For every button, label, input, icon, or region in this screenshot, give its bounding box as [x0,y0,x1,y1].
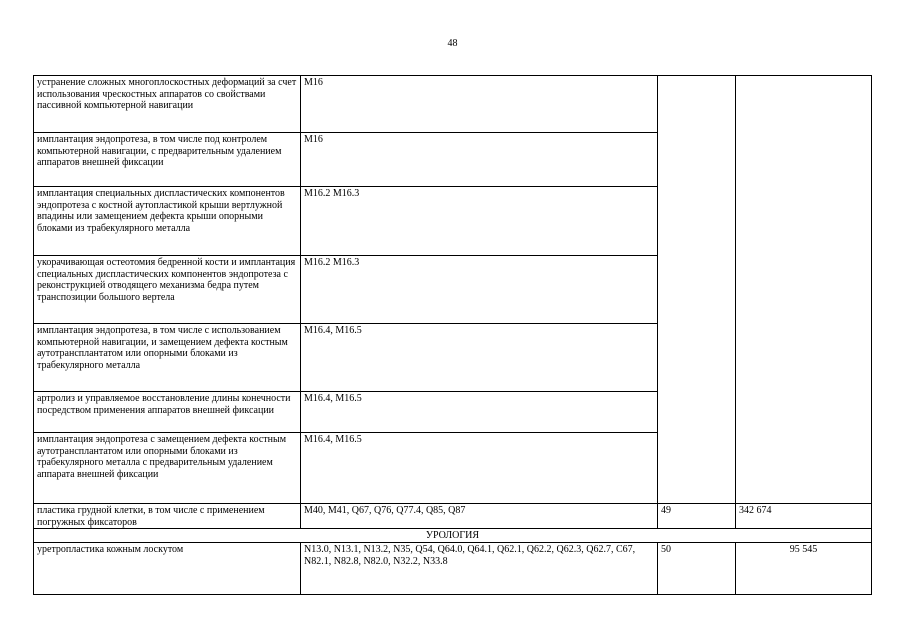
cost-cell [736,76,872,504]
diagnosis-codes: M16.4, M16.5 [301,433,658,504]
diagnosis-codes: M16.4, M16.5 [301,392,658,433]
diagnosis-codes: M16 [301,76,658,133]
section-title: УРОЛОГИЯ [34,529,872,543]
procedure-description: имплантация эндопротеза, в том числе под контролем компьютерной навигации, с предварительным удалением аппаратов внешней фиксации [34,133,301,187]
table-row [34,504,872,529]
table-row [34,543,872,595]
diagnosis-codes: M16.4, M16.5 [301,324,658,392]
procedure-description: укорачивающая остеотомия бедренной кости и имплантация специальных диспластических компонентов эндопротеза с реконструкцией отводящего механизма бедра путем транспозиции большого вертела [34,256,301,324]
diagnosis-codes: N13.0, N13.1, N13.2, N35, Q54, Q64.0, Q64.1, Q62.1, Q62.2, Q62.3, Q62.7, C67, N82.1, N82.8, N82.0, N32.2, N33.8 [301,543,658,595]
diagnosis-codes: M16.2 M16.3 [301,187,658,256]
procedure-description: имплантация эндопротеза, в том числе с использованием компьютерной навигации, и замещением дефекта костным аутотрансплантатом или опорными блоками из трабекулярного металла [34,324,301,392]
procedure-description: артролиз и управляемое восстановление длины конечности посредством применения аппаратов внешней фиксации [34,392,301,433]
diagnosis-codes: M16 [301,133,658,187]
procedure-description: имплантация эндопротеза с замещением дефекта костным аутотрансплантатом или опорными блоками из трабекулярного металла с предварительным удалением аппарата внешней фиксации [34,433,301,504]
procedure-description: устранение сложных многоплоскостных деформаций за счет использования чрескостных аппаратов со свойствами пассивной компьютерной навигации [34,76,301,133]
cost-value: 342 674 [736,504,872,529]
cost-value: 95 545 [736,543,872,595]
table-row [34,76,872,133]
section-row [34,529,872,543]
procedure-description: имплантация специальных диспластических компонентов эндопротеза с костной аутопластикой крыши вертлужной впадины или замещением дефекта крыши опорными блоками из трабекулярного металла [34,187,301,256]
diagnosis-codes: M40, M41, Q67, Q76, Q77.4, Q85, Q87 [301,504,658,529]
procedures-table [33,75,872,595]
page-number: 48 [447,38,458,49]
procedure-description: уретропластика кожным лоскутом [34,543,301,595]
procedure-description: пластика грудной клетки, в том числе с применением погружных фиксаторов [34,504,301,529]
group-number: 49 [658,504,736,529]
group-number: 50 [658,543,736,595]
group-number-cell [658,76,736,504]
diagnosis-codes: M16.2 M16.3 [301,256,658,324]
